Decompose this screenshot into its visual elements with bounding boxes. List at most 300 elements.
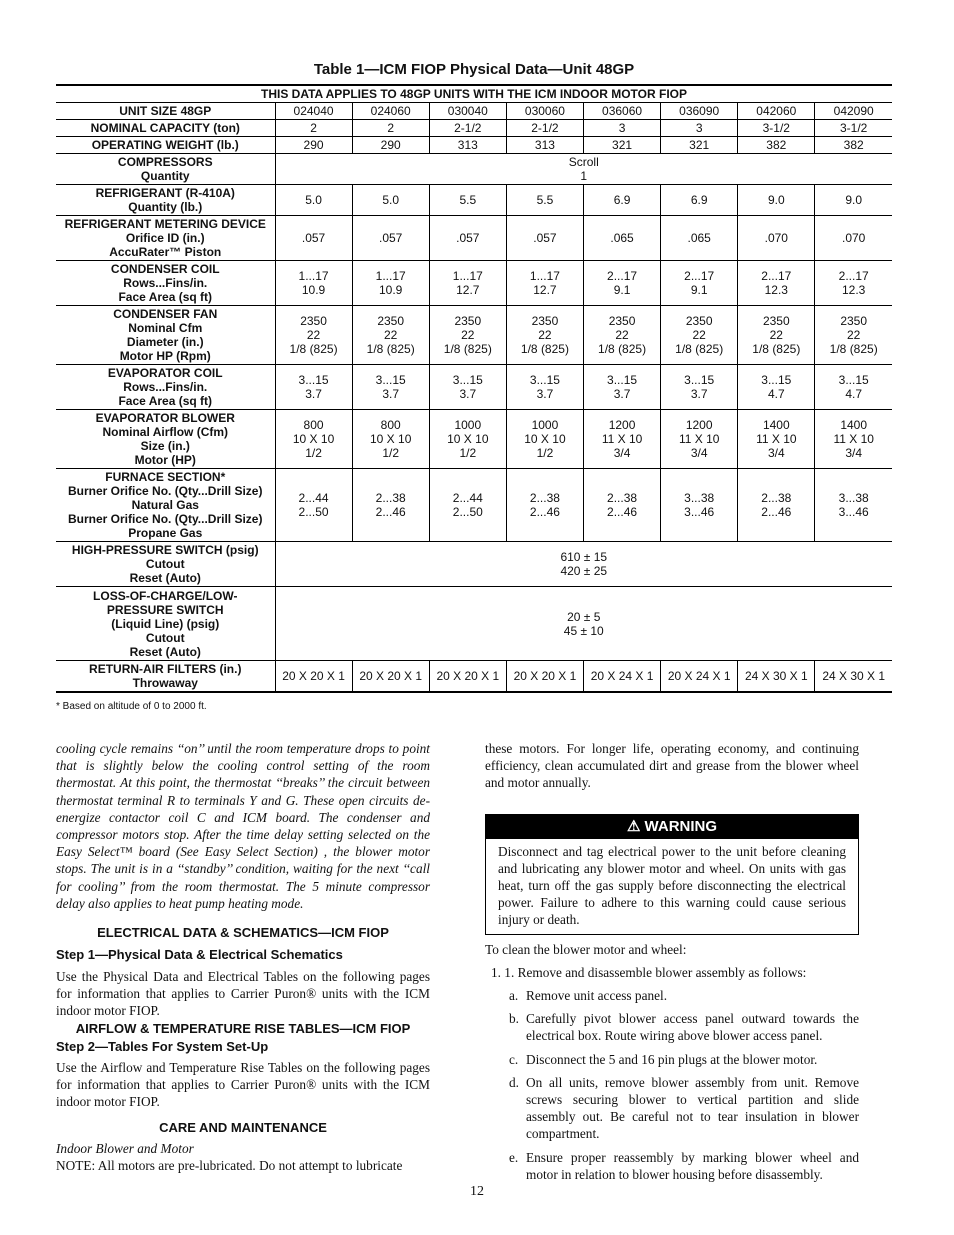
table-row: [56, 120, 892, 137]
table-cell: [815, 261, 892, 306]
table-row: [56, 365, 892, 410]
row-label: [56, 103, 275, 120]
table-cell: [275, 661, 352, 692]
table-row: [56, 469, 892, 542]
row-label-line: Cutout: [145, 630, 185, 645]
cell-value: 1400: [840, 418, 868, 432]
table-cell: [429, 306, 506, 365]
row-label-line: Diameter (in.): [126, 335, 204, 349]
table-row: [56, 661, 892, 692]
cell-value: 2...44: [452, 491, 483, 505]
sub-step-list: [485, 987, 859, 1183]
row-label-line: Face Area (sq ft): [118, 290, 213, 304]
row-label: [56, 469, 275, 542]
row-label: [56, 261, 275, 306]
table-cell: [352, 261, 429, 306]
table-cell: [506, 306, 583, 365]
row-label-line: Size (in.): [140, 439, 190, 453]
cell-value: 382: [843, 138, 864, 152]
cell-value: 800: [380, 418, 401, 432]
table-cell: [506, 216, 583, 261]
table-cell: [506, 103, 583, 120]
cell-value: 036090: [679, 104, 720, 118]
cell-value: 2...50: [452, 505, 483, 519]
page-number: 12: [470, 1184, 484, 1199]
table-cell: [506, 120, 583, 137]
table-footnote: * Based on altitude of 0 to 2000 ft.: [56, 701, 207, 712]
row-label: [56, 587, 275, 661]
row-label: [56, 661, 275, 692]
table-cell: [429, 185, 506, 216]
cell-value: 321: [689, 138, 710, 152]
table-cell: [815, 137, 892, 154]
cell-value: 3.7: [536, 387, 554, 401]
table-cell: [352, 120, 429, 137]
table-cell: [429, 661, 506, 692]
cell-value: 3...15: [684, 373, 715, 387]
table-cell: [429, 365, 506, 410]
row-label: [56, 365, 275, 410]
table-cell: [584, 216, 661, 261]
table-cell: [661, 185, 738, 216]
cell-value: 2: [387, 121, 395, 135]
cell-value: .070: [842, 231, 866, 245]
sub-step-letter: b.: [509, 1011, 519, 1027]
sub-step-letter: d.: [509, 1074, 519, 1090]
cell-value: 2350: [840, 314, 868, 328]
row-label: [56, 185, 275, 216]
cell-value: 10.9: [301, 283, 326, 297]
cell-value: 1/8 (825): [366, 342, 415, 356]
cell-value: 2...46: [529, 505, 560, 519]
sub-step-letter: a.: [509, 988, 519, 1004]
cell-value: 10 X 10: [370, 432, 412, 446]
cell-value: 3/4: [845, 446, 863, 460]
table-cell: [275, 410, 352, 469]
row-label-line: NOMINAL CAPACITY (ton): [90, 121, 240, 135]
cell-value: 10 X 10: [292, 432, 335, 446]
table-cell: [815, 661, 892, 692]
table-cell: [584, 137, 661, 154]
cell-value: 3...15: [761, 373, 792, 387]
row-label-line: HIGH-PRESSURE SWITCH (psig): [71, 543, 259, 557]
cell-value: 4.7: [767, 387, 785, 401]
cell-value: 22: [384, 328, 398, 342]
table-cell: [661, 216, 738, 261]
table-header: THIS DATA APPLIES TO 48GP UNITS WITH THE ICM INDOOR MOTOR FIOP: [56, 85, 892, 103]
cell-value: 12.3: [842, 283, 866, 297]
table-cell: [275, 120, 352, 137]
table-cell: [738, 185, 815, 216]
cell-value: 3...38: [838, 491, 869, 505]
row-label-line: Face Area (sq ft): [118, 394, 213, 408]
table-cell: [584, 120, 661, 137]
table-row: [56, 261, 892, 306]
care-heading: CARE AND MAINTENANCE: [159, 1120, 327, 1136]
sub-step-letter: e.: [509, 1149, 519, 1165]
row-label-line: Nominal Cfm: [128, 321, 203, 335]
spanning-cell: [275, 587, 892, 661]
step1-paragraph: Use the Physical Data and Electrical Tables on the following pages for information that applies to Carrier Puron® units with the ICM indoor motor FIOP.: [56, 969, 430, 1019]
cell-value: 3...46: [838, 505, 869, 519]
cell-value: 1: [580, 169, 588, 183]
cell-value: 20 X 24 X 1: [667, 668, 731, 683]
table-row: [56, 216, 892, 261]
step1-heading: Step 1—Physical Data & Electrical Schematics: [56, 947, 343, 963]
cell-value: 1/8 (825): [598, 342, 647, 356]
table-cell: [506, 185, 583, 216]
cell-value: 3.7: [613, 387, 631, 401]
cell-value: 2...17: [684, 269, 715, 283]
cell-value: 800: [303, 418, 324, 432]
cell-value: 3-1/2: [762, 121, 790, 135]
cell-value: 024060: [370, 104, 411, 118]
cell-value: 3/4: [613, 446, 631, 460]
row-label: [56, 120, 275, 137]
sub-step-text: On all units, remove blower assembly from unit. Remove screws securing blower to vertical partition and slide assembly out. Be careful not to tear insulation in blower compartment.: [526, 1074, 859, 1142]
table-cell: [738, 120, 815, 137]
cell-value: 2...17: [761, 269, 792, 283]
table-cell: [429, 103, 506, 120]
row-label-line: EVAPORATOR BLOWER: [95, 411, 235, 425]
cell-value: 2...50: [298, 505, 329, 519]
row-label-line: Reset (Auto): [129, 644, 201, 659]
cell-value: 20 X 20 X 1: [359, 668, 423, 683]
cell-value: 030060: [524, 104, 565, 118]
cell-value: 22: [615, 328, 629, 342]
airflow-heading: AIRFLOW & TEMPERATURE RISE TABLES—ICM FIOP: [75, 1020, 411, 1036]
cell-value: 3.7: [690, 387, 708, 401]
table-cell: [738, 216, 815, 261]
cell-value: 1/2: [459, 446, 477, 460]
cell-value: 11 X 10: [833, 432, 874, 446]
cell-value: 1/8 (825): [675, 342, 724, 356]
row-label-line: LOSS-OF-CHARGE/LOW-: [93, 588, 238, 603]
table-cell: [429, 216, 506, 261]
cell-value: 042090: [833, 104, 874, 118]
table-cell: [429, 120, 506, 137]
blower-subheading: Indoor Blower and Motor: [56, 1141, 194, 1157]
cell-value: 5.5: [536, 193, 554, 207]
table-cell: [506, 261, 583, 306]
cell-value: 2350: [762, 314, 790, 328]
cell-value: 22: [769, 328, 783, 342]
cell-value: 12.7: [456, 283, 480, 297]
row-label: [56, 137, 275, 154]
row-label-line: PRESSURE SWITCH: [106, 602, 224, 617]
cell-value: 5.5: [459, 193, 477, 207]
cell-value: 20 X 20 X 1: [513, 668, 577, 683]
table-cell: [661, 365, 738, 410]
cell-value: 3-1/2: [840, 121, 868, 135]
table-row: [56, 542, 892, 587]
cell-value: 2350: [608, 314, 636, 328]
table-cell: [738, 261, 815, 306]
table-cell: [815, 103, 892, 120]
table-cell: [352, 306, 429, 365]
sub-step: [509, 1074, 859, 1143]
table-cell: [275, 365, 352, 410]
cell-value: 2...44: [298, 491, 329, 505]
table-cell: [584, 410, 661, 469]
table-cell: [429, 469, 506, 542]
cell-value: 22: [306, 328, 321, 342]
row-label-line: Quantity (lb.): [128, 200, 203, 214]
table-cell: [815, 120, 892, 137]
row-label-line: Reset (Auto): [129, 571, 201, 585]
cell-value: 10 X 10: [447, 432, 489, 446]
left-column: [56, 740, 430, 1175]
cell-value: .057: [379, 231, 403, 245]
table-cell: [661, 137, 738, 154]
table-cell: [584, 261, 661, 306]
sub-step: [509, 987, 859, 1004]
table-cell: [584, 103, 661, 120]
table-cell: [275, 137, 352, 154]
row-label-line: REFRIGERANT (R-410A): [95, 186, 235, 200]
row-label: [56, 542, 275, 587]
row-label: [56, 306, 275, 365]
table-row: [56, 185, 892, 216]
cell-value: 9.0: [767, 193, 785, 207]
cell-value: 1/8 (825): [520, 342, 569, 356]
cell-value: 22: [847, 328, 861, 342]
row-label-line: REFRIGERANT METERING DEVICE: [64, 217, 266, 231]
warning-title: ⚠ WARNING: [486, 815, 858, 839]
table-cell: [352, 185, 429, 216]
cell-value: 5.0: [305, 193, 322, 207]
cell-value: 20 X 20 X 1: [282, 668, 345, 683]
warning-text: Disconnect and tag electrical power to the unit before cleaning and lubricating any blower motor and wheel. On units with gas heat, turn off the gas supply before disconnecting the electrical power. Failure to adhere to this warning could cause serious injury or death.: [498, 843, 846, 928]
cell-value: 12.3: [764, 283, 788, 297]
sub-step-text: Carefully pivot blower access panel outward towards the electrical box. Route wiring above blower access panel.: [526, 1011, 859, 1044]
table-cell: [352, 661, 429, 692]
cell-value: 3...15: [529, 373, 560, 387]
cell-value: 042060: [756, 104, 797, 118]
cell-value: 3...15: [607, 373, 638, 387]
cell-value: 3...15: [375, 373, 406, 387]
cell-value: 1...17: [375, 269, 406, 283]
table-row: [56, 587, 892, 661]
cell-value: Scroll: [568, 155, 599, 169]
sub-step-text: Remove unit access panel.: [526, 988, 668, 1004]
table-cell: [738, 661, 815, 692]
cell-value: 321: [612, 138, 633, 152]
row-label-line: FURNACE SECTION*: [105, 470, 226, 484]
sub-step: [509, 1010, 859, 1044]
row-label-line: Throwaway: [132, 675, 198, 690]
cell-value: 3.7: [382, 387, 400, 401]
cell-value: 3.7: [305, 387, 322, 401]
table-cell: [815, 469, 892, 542]
cell-value: 12.7: [533, 283, 557, 297]
cell-value: 382: [766, 138, 787, 152]
cell-value: 4.7: [845, 387, 863, 401]
cell-value: 1/2: [536, 446, 554, 460]
cell-value: 2...38: [375, 491, 406, 505]
table-title: Table 1—ICM FIOP Physical Data—Unit 48GP: [313, 61, 635, 78]
row-label-line: Cutout: [145, 557, 185, 571]
cell-value: 6.9: [613, 193, 631, 207]
cell-value: 6.9: [690, 193, 708, 207]
row-label-line: Burner Orifice No. (Qty...Drill Size): [68, 484, 263, 498]
cell-value: 10.9: [379, 283, 403, 297]
row-label-line: Burner Orifice No. (Qty...Drill Size): [68, 512, 263, 526]
cell-value: 2-1/2: [454, 121, 482, 135]
table-cell: [584, 661, 661, 692]
cell-value: 11 X 10: [756, 432, 797, 446]
cell-value: 2-1/2: [531, 121, 559, 135]
cell-value: 030040: [447, 104, 488, 118]
sub-step: [509, 1149, 859, 1183]
step-1: 1. 1. Remove and disassemble blower assembly as follows:: [491, 964, 807, 980]
step2-heading: Step 2—Tables For System Set-Up: [56, 1038, 269, 1054]
cell-value: 024040: [293, 104, 334, 118]
sub-step-letter: c.: [509, 1051, 519, 1067]
table-cell: [661, 120, 738, 137]
table-row: [56, 154, 892, 185]
cell-value: 313: [457, 138, 478, 152]
table-cell: [738, 365, 815, 410]
cell-value: 45 ± 10: [563, 623, 604, 638]
cell-value: 1/8 (825): [289, 342, 338, 356]
cell-value: 1/8 (825): [829, 342, 878, 356]
cell-value: 1/8 (825): [443, 342, 492, 356]
table-cell: [506, 137, 583, 154]
row-label: [56, 410, 275, 469]
table-cell: [815, 216, 892, 261]
cell-value: 22: [461, 328, 475, 342]
table-cell: [815, 410, 892, 469]
cell-value: 20 ± 5: [567, 609, 601, 624]
row-label-line: COMPRESSORS: [117, 155, 213, 169]
cell-value: .057: [533, 231, 557, 245]
cell-value: 3.7: [459, 387, 477, 401]
cell-value: 2350: [685, 314, 713, 328]
table-cell: [661, 261, 738, 306]
note-paragraph: NOTE: All motors are pre-lubricated. Do not attempt to lubricate: [56, 1158, 403, 1174]
row-label-line: OPERATING WEIGHT (lb.): [91, 138, 239, 152]
cell-value: 5.0: [382, 193, 400, 207]
table-cell: [275, 261, 352, 306]
table-cell: [815, 185, 892, 216]
cell-value: 1200: [608, 418, 636, 432]
table-cell: [352, 365, 429, 410]
right-column: [485, 740, 859, 1189]
cell-value: 420 ± 25: [560, 564, 608, 578]
table-cell: [738, 137, 815, 154]
row-label-line: Rows...Fins/in.: [123, 276, 208, 290]
cell-value: 3...15: [298, 373, 329, 387]
sub-step-text: Ensure proper reassembly by marking blower wheel and motor in relation to blower housing before disassembly.: [526, 1149, 859, 1182]
table-cell: [815, 306, 892, 365]
cell-value: 1400: [762, 418, 790, 432]
cell-value: 3/4: [690, 446, 708, 460]
cell-value: .070: [764, 231, 788, 245]
table-cell: [661, 410, 738, 469]
cell-value: .057: [301, 231, 326, 245]
row-label-line: EVAPORATOR COIL: [107, 366, 223, 380]
cell-value: 2...38: [607, 491, 638, 505]
table-cell: [738, 469, 815, 542]
table-cell: [352, 469, 429, 542]
row-label-line: UNIT SIZE 48GP: [119, 104, 212, 118]
table-row: [56, 410, 892, 469]
intro-paragraph: cooling cycle remains ‘‘on’’ until the room temperature drops to point that is slightly below the cooling control setting of the room thermostat. At this point, the thermostat ‘‘breaks’’ the circuit between thermostat terminal R to terminals Y and G. These open circuits de-energize contactor coil C and ICM board. The condenser and compressor motors stop. After the time delay setting selected on the Easy Select™ board (See Easy Select Section) , the blower motor stops. The unit is in a ‘‘standby’’ condition, waiting for the next ‘‘call for cooling’’ from the room thermostat. The 5 minute compressor delay also applies to heat pump heating mode.: [56, 741, 430, 911]
cell-value: 2350: [377, 314, 405, 328]
cell-value: 1...17: [529, 269, 560, 283]
table-header-row: [56, 85, 892, 103]
cell-value: 036060: [602, 104, 643, 118]
table-cell: [275, 103, 352, 120]
table-cell: [429, 137, 506, 154]
table-cell: [506, 469, 583, 542]
cell-value: 24 X 30 X 1: [822, 668, 886, 683]
row-label-line: AccuRater™ Piston: [109, 245, 222, 259]
table-cell: [429, 410, 506, 469]
cell-value: 20 X 20 X 1: [436, 668, 500, 683]
table-cell: [584, 185, 661, 216]
row-label-line: Propane Gas: [128, 526, 203, 540]
cell-value: 1...17: [452, 269, 483, 283]
table-cell: [738, 410, 815, 469]
row-label: [56, 154, 275, 185]
cell-value: 3...15: [838, 373, 869, 387]
table-cell: [584, 365, 661, 410]
cell-value: 1/2: [382, 446, 400, 460]
row-label-line: Nominal Airflow (Cfm): [102, 425, 229, 439]
cell-value: 2...38: [761, 491, 792, 505]
row-label-line: Quantity: [140, 169, 190, 183]
row-label-line: Motor (HP): [134, 453, 196, 467]
cell-value: 290: [380, 138, 401, 152]
spanning-cell: [275, 542, 892, 587]
table-cell: [661, 103, 738, 120]
cell-value: 20 X 24 X 1: [590, 668, 654, 683]
table-cell: [661, 661, 738, 692]
cell-value: 1/2: [305, 446, 322, 460]
table-body: [56, 103, 892, 692]
row-label-line: CONDENSER FAN: [113, 307, 218, 321]
table-row: [56, 306, 892, 365]
table-cell: [275, 185, 352, 216]
table-cell: [352, 216, 429, 261]
cell-value: 3: [695, 121, 703, 135]
cell-value: 3...15: [452, 373, 483, 387]
cell-value: 10 X 10: [524, 432, 566, 446]
cell-value: 2...17: [607, 269, 638, 283]
cell-value: 290: [303, 138, 324, 152]
cell-value: 3/4: [767, 446, 785, 460]
cell-value: 3...38: [684, 491, 715, 505]
row-label-line: Orifice ID (in.): [125, 231, 205, 245]
cell-value: 22: [538, 328, 552, 342]
table-cell: [506, 365, 583, 410]
cell-value: 2...46: [607, 505, 638, 519]
table-cell: [506, 410, 583, 469]
cell-value: 1000: [531, 418, 559, 432]
physical-data-table: [56, 84, 892, 693]
row-label-line: (Liquid Line) (psig): [111, 616, 220, 631]
cell-value: 22: [692, 328, 706, 342]
row-label-line: Natural Gas: [131, 498, 199, 512]
table-row: [56, 137, 892, 154]
table-row: [56, 103, 892, 120]
table-cell: [275, 469, 352, 542]
cell-value: 9.1: [613, 283, 631, 297]
cell-value: 9.1: [690, 283, 708, 297]
table-cell: [584, 469, 661, 542]
